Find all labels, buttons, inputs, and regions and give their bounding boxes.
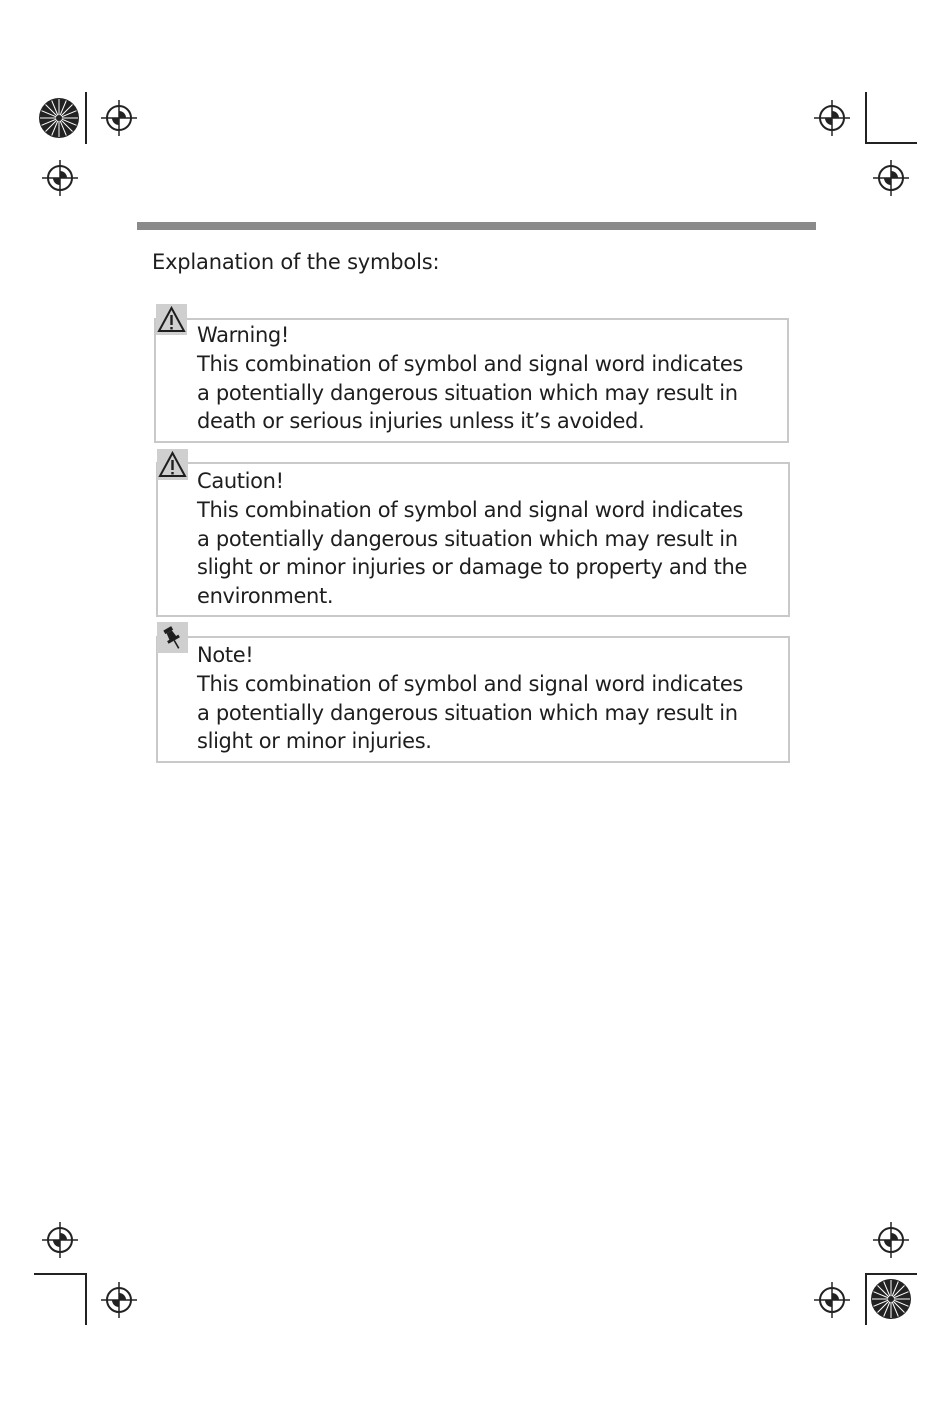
registration-mark-icon	[99, 1280, 139, 1320]
registration-mark-icon	[40, 1220, 80, 1260]
notice-line: slight or minor injuries.	[197, 729, 432, 754]
notice-line: death or serious injuries unless it’s avoided.	[197, 409, 645, 434]
crop-mark	[865, 1273, 917, 1275]
registration-mark-icon	[812, 1280, 852, 1320]
crop-mark	[865, 1273, 867, 1325]
notice-line: This combination of symbol and signal word indicates	[197, 351, 744, 376]
notice-line: slight or minor injuries or damage to property and the	[197, 555, 748, 580]
registration-mark-icon	[40, 158, 80, 198]
notice-title: Caution!	[197, 469, 284, 493]
notice-line: This combination of symbol and signal word indicates	[197, 671, 744, 696]
notice-title: Warning!	[197, 323, 289, 347]
notice-line: a potentially dangerous situation which may result in	[197, 526, 738, 551]
starburst-registration-mark-icon	[38, 97, 80, 139]
starburst-registration-mark-icon	[870, 1278, 912, 1320]
notice-line: a potentially dangerous situation which may result in	[197, 380, 738, 405]
registration-mark-icon	[99, 98, 139, 138]
crop-mark	[85, 92, 87, 144]
crop-mark	[34, 1273, 86, 1275]
caution-notice-text	[197, 467, 747, 611]
crop-mark	[85, 1273, 87, 1325]
section-heading: Explanation of the symbols:	[152, 250, 440, 274]
notice-title: Note!	[197, 643, 254, 667]
notice-line: This combination of symbol and signal word indicates	[197, 497, 744, 522]
note-notice-text	[197, 641, 743, 756]
registration-mark-icon	[871, 1220, 911, 1260]
registration-mark-icon	[871, 158, 911, 198]
pushpin-icon	[157, 622, 188, 653]
crop-mark	[865, 92, 867, 144]
warning-triangle-icon	[157, 449, 188, 480]
notice-line: environment.	[197, 584, 334, 609]
warning-triangle-icon	[156, 304, 187, 335]
warning-notice-text	[197, 321, 743, 436]
crop-mark	[865, 142, 917, 144]
registration-mark-icon	[812, 98, 852, 138]
header-rule	[137, 222, 816, 230]
notice-line: a potentially dangerous situation which may result in	[197, 700, 738, 725]
